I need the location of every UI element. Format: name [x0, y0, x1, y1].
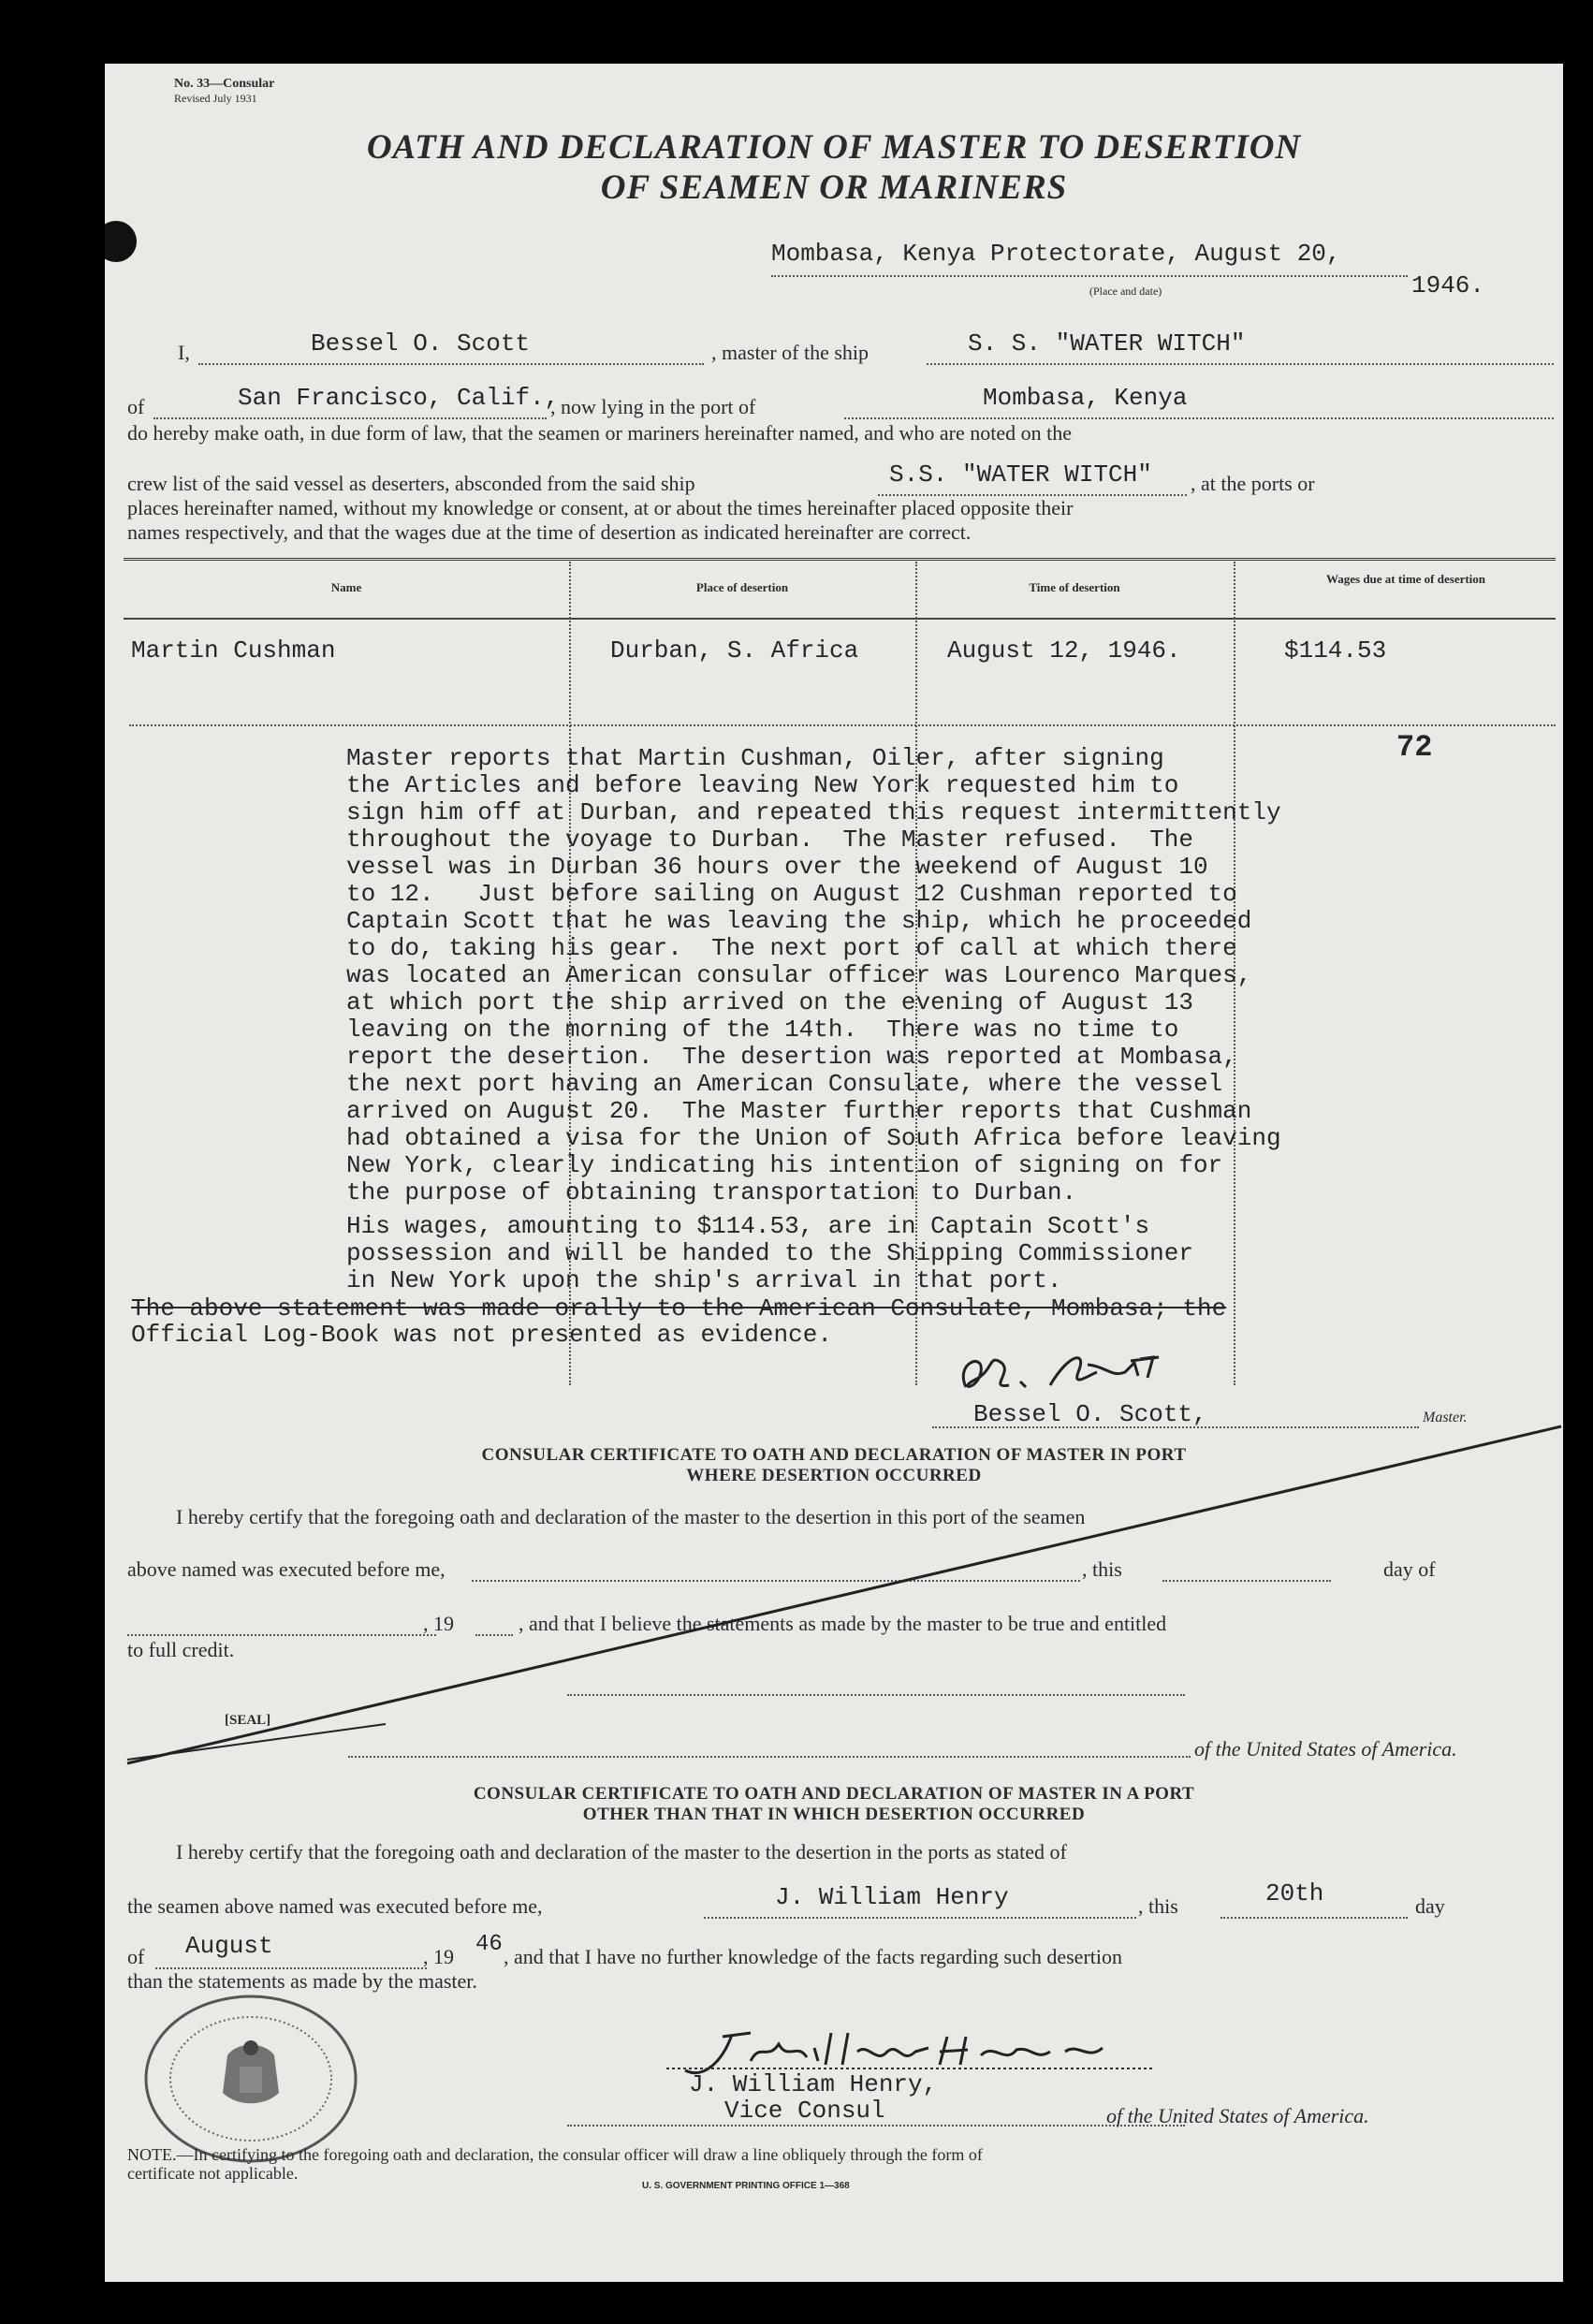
page-number: 72: [1396, 730, 1433, 765]
oath-i: I,: [178, 341, 190, 364]
cert1-cancel-stroke: [105, 64, 1563, 1842]
cert1-line4: to full credit.: [127, 1638, 235, 1661]
cert1-of-us: of the United States of America.: [1194, 1737, 1457, 1761]
statement-lines-line: Captain Scott that he was leaving the ship, which he proceeded: [346, 907, 1252, 935]
wages-lines-line: His wages, amounting to $114.53, are in Captain Scott's: [346, 1212, 1150, 1240]
cert2-heading-1: CONSULAR CERTIFICATE TO OATH AND DECLARATION OF MASTER IN A PORT: [473, 1784, 1195, 1804]
cert1-heading-2: WHERE DESERTION OCCURRED: [686, 1466, 982, 1485]
cert1-line2a: above named was executed before me,: [127, 1557, 446, 1581]
date-year: 1946.: [1411, 271, 1485, 300]
cert2-heading-2: OTHER THAN THAT IN WHICH DESERTION OCCURRED: [582, 1805, 1086, 1824]
cell-time: August 12, 1946.: [947, 636, 1181, 665]
oath-line6: names respectively, and that the wages due at the time of desertion as indicated hereinafter are correct.: [127, 520, 972, 544]
logbook-statement: Official Log-Book was not presented as evidence.: [131, 1321, 832, 1349]
struck-statement: The above statement was made orally to the American Consulate, Mombasa; the: [131, 1294, 1227, 1323]
header-place: Place of desertion: [695, 580, 789, 594]
oath-line3: do hereby make oath, in due form of law, that the seamen or mariners hereinafter named, and who are noted on the: [127, 421, 1072, 445]
statement-lines-line: the purpose of obtaining transportation to Durban.: [346, 1178, 1077, 1206]
cert2-year: 46: [475, 1932, 503, 1957]
cert2-line4: than the statements as made by the master.: [127, 1969, 477, 1993]
place-date-caption: (Place and date): [1089, 285, 1162, 298]
form-number: No. 33—Consular: [174, 77, 275, 91]
cert2-officer-line: [704, 1917, 1136, 1919]
statement-lines-line: report the desertion. The desertion was reported at Mombasa,: [346, 1043, 1237, 1071]
port: Mombasa, Kenya: [983, 384, 1188, 412]
cert2-of-label: of: [127, 1945, 145, 1968]
statement-lines-line: arrived on August 20. The Master further reports that Cushman: [346, 1097, 1252, 1125]
wages-lines-line: in New York upon the ship's arrival in that port.: [346, 1266, 1062, 1294]
cert1-line3b: , and that I believe the statements as made by the master to be true and entitled: [519, 1612, 1167, 1635]
cert2-line3b: , and that I have no further knowledge of the facts regarding such desertion: [504, 1945, 1122, 1968]
cell-name: Martin Cushman: [131, 636, 336, 665]
statement-lines-line: at which port the ship arrived on the evening of August 13: [346, 988, 1193, 1016]
document-page: [105, 64, 1563, 2282]
cert2-day: 20th: [1265, 1879, 1324, 1907]
master-of-ship-label: , master of the ship: [711, 341, 870, 364]
statement-lines-line: vessel was in Durban 36 hours over the weekend of August 10: [346, 853, 1208, 881]
statement-lines-line: throughout the voyage to Durban. The Master refused. The: [346, 826, 1193, 854]
cert1-line1: I hereby certify that the foregoing oath and declaration of the master to the desertion in this port of the seamen: [176, 1505, 1086, 1528]
statement-lines-line: to do, taking his gear. The next port of call at which there: [346, 934, 1237, 962]
consular-seal: [139, 1990, 363, 2168]
cert1-seal: [SEAL]: [225, 1713, 271, 1728]
header-wages: Wages due at time of desertion: [1325, 572, 1486, 586]
vice-consul-typed-name: J. William Henry,: [689, 2070, 938, 2098]
vice-consul-title: Vice Consul: [724, 2097, 885, 2125]
statement-lines-line: sign him off at Durban, and repeated this request intermittently: [346, 798, 1281, 826]
cert2-line2b: , this: [1138, 1894, 1178, 1918]
oath-line4b: , at the ports or: [1191, 472, 1315, 495]
oath-line5: places hereinafter named, without my knowledge or consent, at or about the times hereinafter placed opposite their: [127, 496, 1074, 519]
note-line1: NOTE.—In certifying to the foregoing oath and declaration, the consular officer will draw a line obliquely through the form of: [127, 2145, 983, 2164]
lying-label: , now lying in the port of: [550, 395, 756, 418]
printer-imprint: U. S. GOVERNMENT PRINTING OFFICE 1—368: [642, 2181, 850, 2191]
form-title-line1: OATH AND DECLARATION OF MASTER TO DESERTION: [366, 128, 1302, 167]
cert1-line2c: day of: [1383, 1557, 1436, 1581]
wages-lines-line: possession and will be handed to the Shipping Commissioner: [346, 1239, 1193, 1267]
cert1-line2b: , this: [1082, 1557, 1122, 1581]
cert2-officer: J. William Henry: [775, 1883, 1009, 1911]
note-line2: certificate not applicable.: [127, 2164, 299, 2183]
cert2-year-prefix: , 19: [423, 1945, 454, 1968]
cert2-day-line: [1220, 1917, 1408, 1919]
master-label: Master.: [1423, 1410, 1468, 1425]
master-typed-name: Bessel O. Scott,: [973, 1400, 1207, 1428]
ship-name: S. S. "WATER WITCH": [968, 329, 1246, 358]
cert2-line2c: day: [1415, 1894, 1445, 1918]
statement-lines-line: to 12. Just before sailing on August 12 Cushman reported to: [346, 880, 1237, 908]
cert2-line2a: the seamen above named was executed before me,: [127, 1894, 543, 1918]
statement-lines-line: the next port having an American Consulate, where the vessel: [346, 1070, 1223, 1098]
cert2-title-line: [567, 2125, 1185, 2127]
place-and-date: Mombasa, Kenya Protectorate, August 20,: [771, 240, 1341, 268]
statement-lines-line: had obtained a visa for the Union of South Africa before leaving: [346, 1124, 1281, 1152]
cert2-month: August: [185, 1932, 273, 1960]
statement-lines-line: leaving on the morning of the 14th. There was no time to: [346, 1016, 1179, 1044]
header-name: Name: [330, 580, 362, 594]
form-revised: Revised July 1931: [174, 92, 257, 105]
of-label: of: [127, 395, 145, 418]
cert1-heading-1: CONSULAR CERTIFICATE TO OATH AND DECLARATION OF MASTER IN PORT: [481, 1445, 1187, 1465]
cert1-line3a: , 19: [423, 1612, 454, 1635]
form-title-line2: OF SEAMEN OR MARINERS: [600, 168, 1068, 207]
oath-line4a: crew list of the said vessel as deserters, absconded from the said ship: [127, 472, 695, 495]
statement-lines-line: New York, clearly indicating his intention of signing on for: [346, 1151, 1223, 1179]
statement-lines-line: the Articles and before leaving New York requested him to: [346, 771, 1179, 799]
cell-wages: $114.53: [1284, 636, 1387, 665]
master-name: Bessel O. Scott: [311, 329, 531, 358]
header-time: Time of desertion: [1029, 580, 1120, 594]
ship-name-2: S.S. "WATER WITCH": [889, 460, 1152, 489]
statement-lines-line: Master reports that Martin Cushman, Oiler, after signing: [346, 744, 1164, 772]
cell-place: Durban, S. Africa: [610, 636, 859, 665]
statement-lines-line: was located an American consular officer was Lourenco Marques,: [346, 961, 1252, 989]
cert2-of-us: of the United States of America.: [1106, 2104, 1369, 2127]
cert2-line1: I hereby certify that the foregoing oath and declaration of the master to the desertion in the ports as stated of: [176, 1840, 1067, 1864]
home-port: San Francisco, Calif.,: [238, 384, 560, 412]
